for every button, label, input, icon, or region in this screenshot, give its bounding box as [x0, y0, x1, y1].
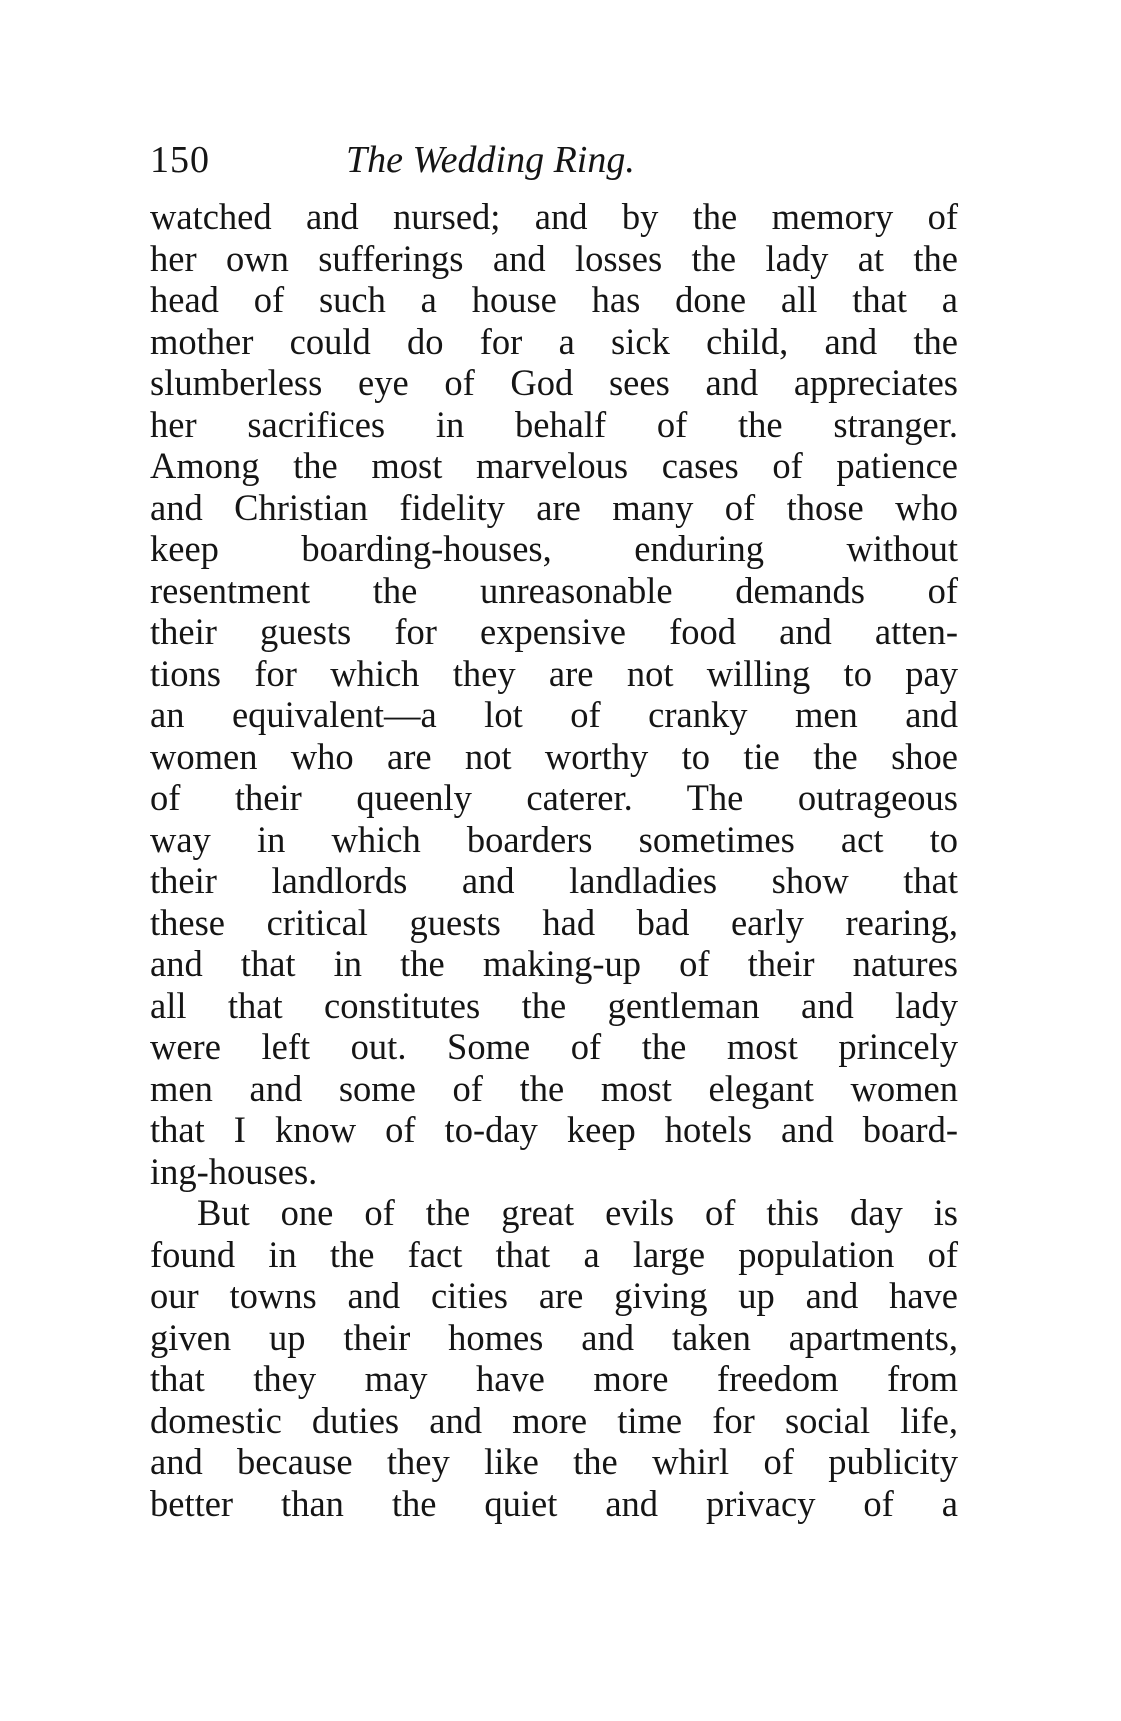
text-line: found in the fact that a large population of [150, 1233, 958, 1275]
text-line: women who are not worthy to tie the shoe [150, 735, 958, 777]
text-line: her sacrifices in behalf of the stranger. [150, 403, 958, 445]
text-line: were left out. Some of the most princely [150, 1026, 958, 1067]
text-line: these critical guests had bad early rearing, [150, 901, 958, 943]
text-line: an equivalent—a lot of cranky men and [150, 694, 958, 735]
text-line: slumberless eye of God sees and appreciates [150, 362, 958, 403]
text-line: Among the most marvelous cases of patience [150, 445, 958, 486]
running-title: The Wedding Ring. [346, 139, 635, 181]
text-line: of their queenly caterer. The outrageous [150, 777, 958, 818]
body-text [150, 196, 958, 1524]
text-line: and Christian fidelity are many of those who [150, 486, 958, 528]
text-line: their guests for expensive food and atten- [150, 611, 958, 652]
text-line: tions for which they are not willing to pay [150, 652, 958, 694]
text-line: head of such a house has done all that a [150, 279, 958, 320]
text-line: keep boarding-houses, enduring without [150, 528, 958, 569]
text-line: But one of the great evils of this day is [197, 1192, 958, 1233]
text-line: ing-houses. [150, 1150, 318, 1192]
text-line: that I know of to-day keep hotels and board- [150, 1109, 958, 1150]
paragraph-2 [150, 1192, 958, 1524]
text-line: her own sufferings and losses the lady at the [150, 237, 958, 279]
text-line: and because they like the whirl of publicity [150, 1441, 958, 1482]
text-line: our towns and cities are giving up and have [150, 1275, 958, 1316]
text-line: given up their homes and taken apartments, [150, 1316, 958, 1358]
text-line: watched and nursed; and by the memory of [150, 196, 958, 237]
paragraph-1 [150, 196, 958, 1192]
page-number: 150 [150, 139, 210, 181]
page-header [150, 130, 970, 190]
text-line: better than the quiet and privacy of a [150, 1482, 958, 1524]
text-line: their landlords and landladies show that [150, 860, 958, 901]
text-line: resentment the unreasonable demands of [150, 569, 958, 611]
text-line: men and some of the most elegant women [150, 1067, 958, 1109]
text-line: that they may have more freedom from [150, 1358, 958, 1399]
text-line: and that in the making-up of their natures [150, 943, 958, 984]
text-line: domestic duties and more time for social life, [150, 1399, 958, 1441]
text-line: all that constitutes the gentleman and lady [150, 984, 958, 1026]
text-line: mother could do for a sick child, and the [150, 320, 958, 362]
text-line: way in which boarders sometimes act to [150, 818, 958, 860]
